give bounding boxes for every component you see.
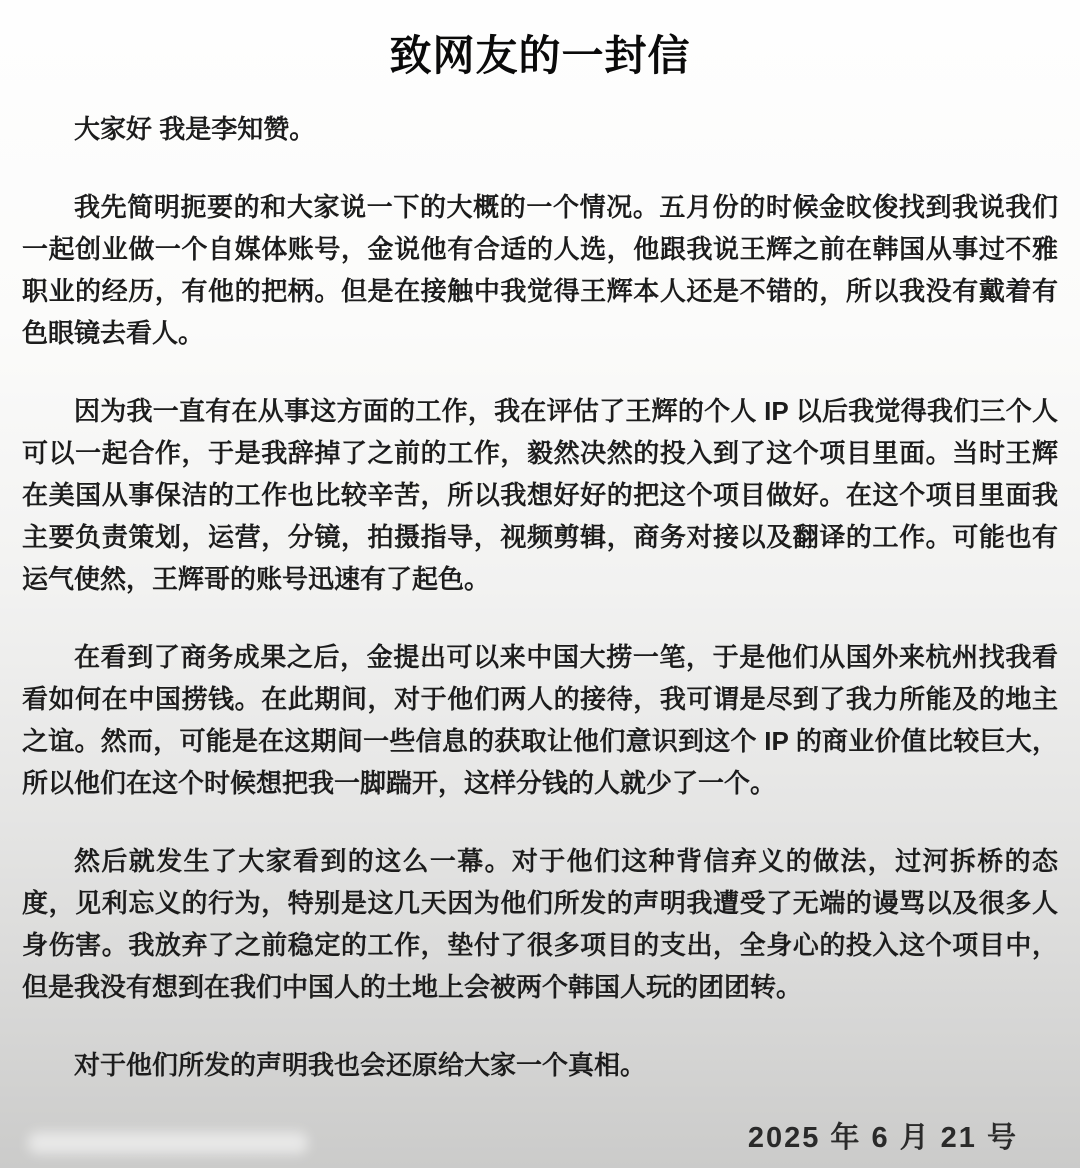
paragraph: 然后就发生了大家看到的这么一幕。对于他们这种背信弃义的做法，过河拆桥的态度，见利忘义的行为，特别是这几天因为他们所发的声明我遭受了无端的谩骂以及很多人身伤害。我放弃了之前稳定的工作，垫付了很多项目的支出，全身心的投入这个项目中，但是我没有想到在我们中国人的土地上会被两个韩国人玩的团团转。 (22, 846, 1058, 1002)
letter-body (22, 108, 1058, 1086)
letter-date: 2025 年 6 月 21 号 (747, 1122, 1018, 1154)
paragraph: 在看到了商务成果之后，金提出可以来中国大捞一笔，于是他们从国外来杭州找我看看如何在中国捞钱。在此期间，对于他们两人的接待，我可谓是尽到了我力所能及的地主之谊。然而，可能是在这期间一些信息的获取让他们意识到这个 IP 的商业价值比较巨大，所以他们在这个时候想把我一脚踹开，这样分钱的人就少了一个。 (22, 642, 1058, 798)
letter-title: 致网友的一封信 (389, 32, 691, 79)
paragraph: 我先简明扼要的和大家说一下的大概的一个情况。五月份的时候金旼俊找到我说我们一起创业做一个自媒体账号，金说他有合适的人选，他跟我说王辉之前在韩国从事过不雅职业的经历，有他的把柄。但是在接触中我觉得王辉本人还是不错的，所以我没有戴着有色眼镜去看人。 (22, 192, 1058, 348)
paragraph: 因为我一直有在从事这方面的工作，我在评估了王辉的个人 IP 以后我觉得我们三个人可以一起合作，于是我辞掉了之前的工作，毅然决然的投入到了这个项目里面。当时王辉在美国从事保洁的工作也比较辛苦，所以我想好好的把这个项目做好。在这个项目里面我主要负责策划，运营，分镜，拍摄指导，视频剪辑，商务对接以及翻译的工作。可能也有运气使然，王辉哥的账号迅速有了起色。 (22, 396, 1058, 594)
greeting-paragraph: 大家好 我是李知赞。 (74, 114, 316, 144)
faint-watermark (28, 1132, 308, 1154)
closing-paragraph: 对于他们所发的声明我也会还原给大家一个真相。 (74, 1050, 647, 1080)
